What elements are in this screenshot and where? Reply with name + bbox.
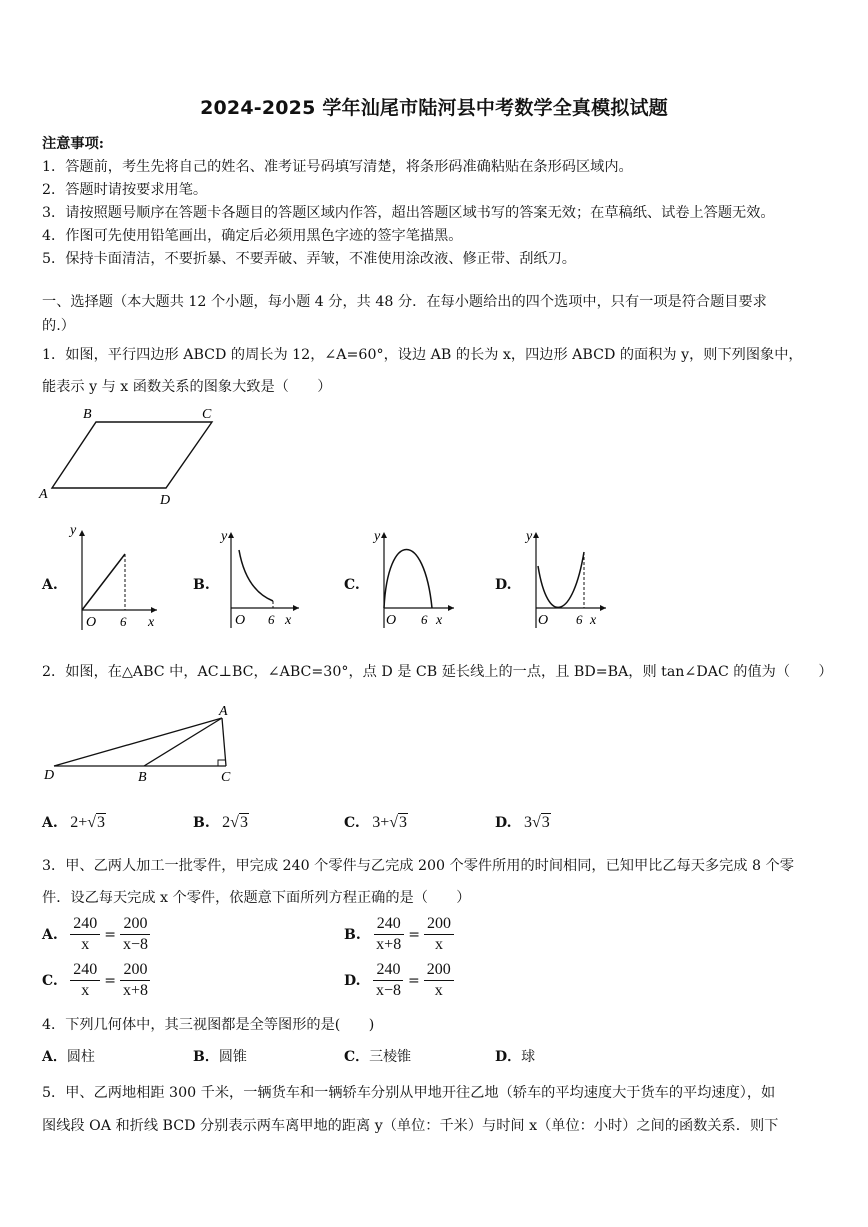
q1-option-b-graph[interactable] bbox=[213, 528, 303, 633]
q3-stem: 3．甲、乙两人加工一批零件，甲完成 240 个零件与乙完成 200 个零件所用的时间相同，已知甲比乙每天多完成 8 个零 bbox=[42, 858, 794, 874]
vertex-label-d: D bbox=[44, 768, 55, 783]
q1-stem: 1．如图，平行四边形 ABCD 的周长为 12，∠A=60°，设边 AB 的长为 x，四边形 ABCD 的面积为 y，则下列图象中， bbox=[42, 347, 803, 363]
option-label: C. bbox=[42, 972, 58, 989]
vertex-label-a: A bbox=[219, 704, 228, 719]
q2-option-a[interactable] bbox=[42, 814, 106, 832]
section-heading: 一、选择题（本大题共 12 个小题，每小题 4 分，共 48 分．在每小题给出的四个选项中，只有一项是符合题目要求 bbox=[42, 294, 767, 310]
option-value: 3√3 bbox=[523, 814, 550, 831]
q1-option-a-graph[interactable] bbox=[62, 522, 162, 637]
y-axis-label: y bbox=[374, 529, 381, 544]
q1-option-c-label[interactable]: C. bbox=[344, 577, 360, 593]
q1-stem-cont: 能表示 y 与 x 函数关系的图象大致是（ ） bbox=[42, 379, 332, 395]
option-value: 3+√3 bbox=[372, 814, 408, 831]
tick-label-6: 6 bbox=[120, 614, 127, 629]
x-axis-label: x bbox=[590, 613, 597, 628]
q3-option-a[interactable]: A. $\frac{240}{x}$ = $\frac{200}{x-8}$ bbox=[42, 914, 151, 955]
vertex-label-b: B bbox=[83, 407, 92, 422]
q3-option-d[interactable]: D. $\frac{240}{x-8}$ = $\frac{200}{x}$ bbox=[344, 960, 454, 1001]
q2-option-d[interactable] bbox=[495, 814, 551, 832]
q4-option-d[interactable]: D．球 bbox=[495, 1049, 536, 1065]
tick-label-6: 6 bbox=[576, 612, 583, 627]
origin-label: O bbox=[386, 613, 397, 628]
option-label: A. bbox=[42, 815, 58, 831]
origin-label: O bbox=[538, 613, 549, 628]
q1-option-d-label[interactable]: D. bbox=[495, 577, 512, 593]
q4-option-a[interactable]: A．圆柱 bbox=[42, 1049, 95, 1065]
option-label: B. bbox=[344, 926, 361, 943]
q5-stem-cont: 图线段 OA 和折线 BCD 分别表示两车离甲地的距离 y（单位：千米）与时间 x（单位：小时）之间的函数关系．则下 bbox=[42, 1118, 779, 1134]
option-label: A. bbox=[42, 926, 58, 943]
y-axis-label: y bbox=[526, 529, 533, 544]
notice-heading: 注意事项: bbox=[42, 136, 104, 152]
section-heading-cont: 的.） bbox=[42, 318, 75, 334]
option-value: 2√3 bbox=[222, 814, 248, 831]
q4-stem: 4．下列几何体中，其三视图都是全等图形的是( ) bbox=[42, 1017, 375, 1033]
option-label: D. bbox=[495, 815, 512, 831]
q4-option-b[interactable]: B．圆锥 bbox=[193, 1049, 247, 1065]
q3-option-b[interactable]: B. $\frac{240}{x+8}$ = $\frac{200}{x}$ bbox=[344, 914, 454, 955]
option-value: 2+√3 bbox=[70, 814, 106, 831]
vertex-label-c: C bbox=[202, 407, 212, 422]
option-label: D. bbox=[344, 972, 361, 989]
q3-stem-cont: 件．设乙每天完成 x 个零件，依题意下面所列方程正确的是（ ） bbox=[42, 890, 471, 906]
q1-option-a-label[interactable]: A. bbox=[42, 577, 58, 593]
q1-option-d-graph[interactable] bbox=[518, 528, 610, 633]
q2-stem: 2．如图，在△ABC 中，AC⊥BC，∠ABC=30°，点 D 是 CB 延长线上的一点，且 BD=BA，则 tan∠DAC 的值为（ ） bbox=[42, 664, 833, 680]
origin-label: O bbox=[86, 615, 97, 630]
q2-option-c[interactable] bbox=[344, 814, 408, 832]
notice-item: 2．答题时请按要求用笔。 bbox=[42, 182, 208, 198]
x-axis-label: x bbox=[148, 615, 155, 630]
q2-triangle-figure bbox=[36, 702, 246, 788]
notice-item: 3．请按照题号顺序在答题卡各题目的答题区域内作答，超出答题区域书写的答案无效；在草稿纸、试卷上答题无效。 bbox=[42, 205, 775, 221]
option-label: B. bbox=[193, 815, 210, 831]
option-label: C. bbox=[344, 815, 360, 831]
tick-label-6: 6 bbox=[268, 612, 275, 627]
vertex-label-c: C bbox=[221, 770, 231, 785]
q3-option-c[interactable]: C. $\frac{240}{x}$ = $\frac{200}{x+8}$ bbox=[42, 960, 151, 1001]
q1-option-c-graph[interactable] bbox=[366, 528, 458, 633]
q1-parallelogram-figure bbox=[36, 404, 221, 512]
x-axis-label: x bbox=[285, 613, 292, 628]
notice-item: 4．作图可先使用铅笔画出，确定后必须用黑色字迹的签字笔描黑。 bbox=[42, 228, 463, 244]
y-axis-label: y bbox=[221, 529, 228, 544]
page-title: 2024-2025 学年汕尾市陆河县中考数学全真模拟试题 bbox=[200, 97, 668, 119]
q5-stem: 5．甲、乙两地相距 300 千米，一辆货车和一辆轿车分别从甲地开往乙地（轿车的平均速度大于货车的平均速度），如 bbox=[42, 1085, 776, 1101]
origin-label: O bbox=[235, 613, 246, 628]
q4-option-c[interactable]: C．三棱锥 bbox=[344, 1049, 412, 1065]
vertex-label-a: A bbox=[39, 487, 48, 502]
tick-label-6: 6 bbox=[421, 612, 428, 627]
notice-item: 1．答题前，考生先将自己的姓名、准考证号码填写清楚，将条形码准确粘贴在条形码区域内。 bbox=[42, 159, 633, 175]
vertex-label-b: B bbox=[138, 770, 147, 785]
vertex-label-d: D bbox=[160, 493, 171, 508]
y-axis-label: y bbox=[70, 523, 77, 538]
notice-item: 5．保持卡面清洁，不要折暴、不要弄破、弄皱，不准使用涂改液、修正带、刮纸刀。 bbox=[42, 251, 576, 267]
x-axis-label: x bbox=[436, 613, 443, 628]
q2-option-b[interactable] bbox=[193, 814, 249, 832]
q1-option-b-label[interactable]: B. bbox=[193, 577, 210, 593]
